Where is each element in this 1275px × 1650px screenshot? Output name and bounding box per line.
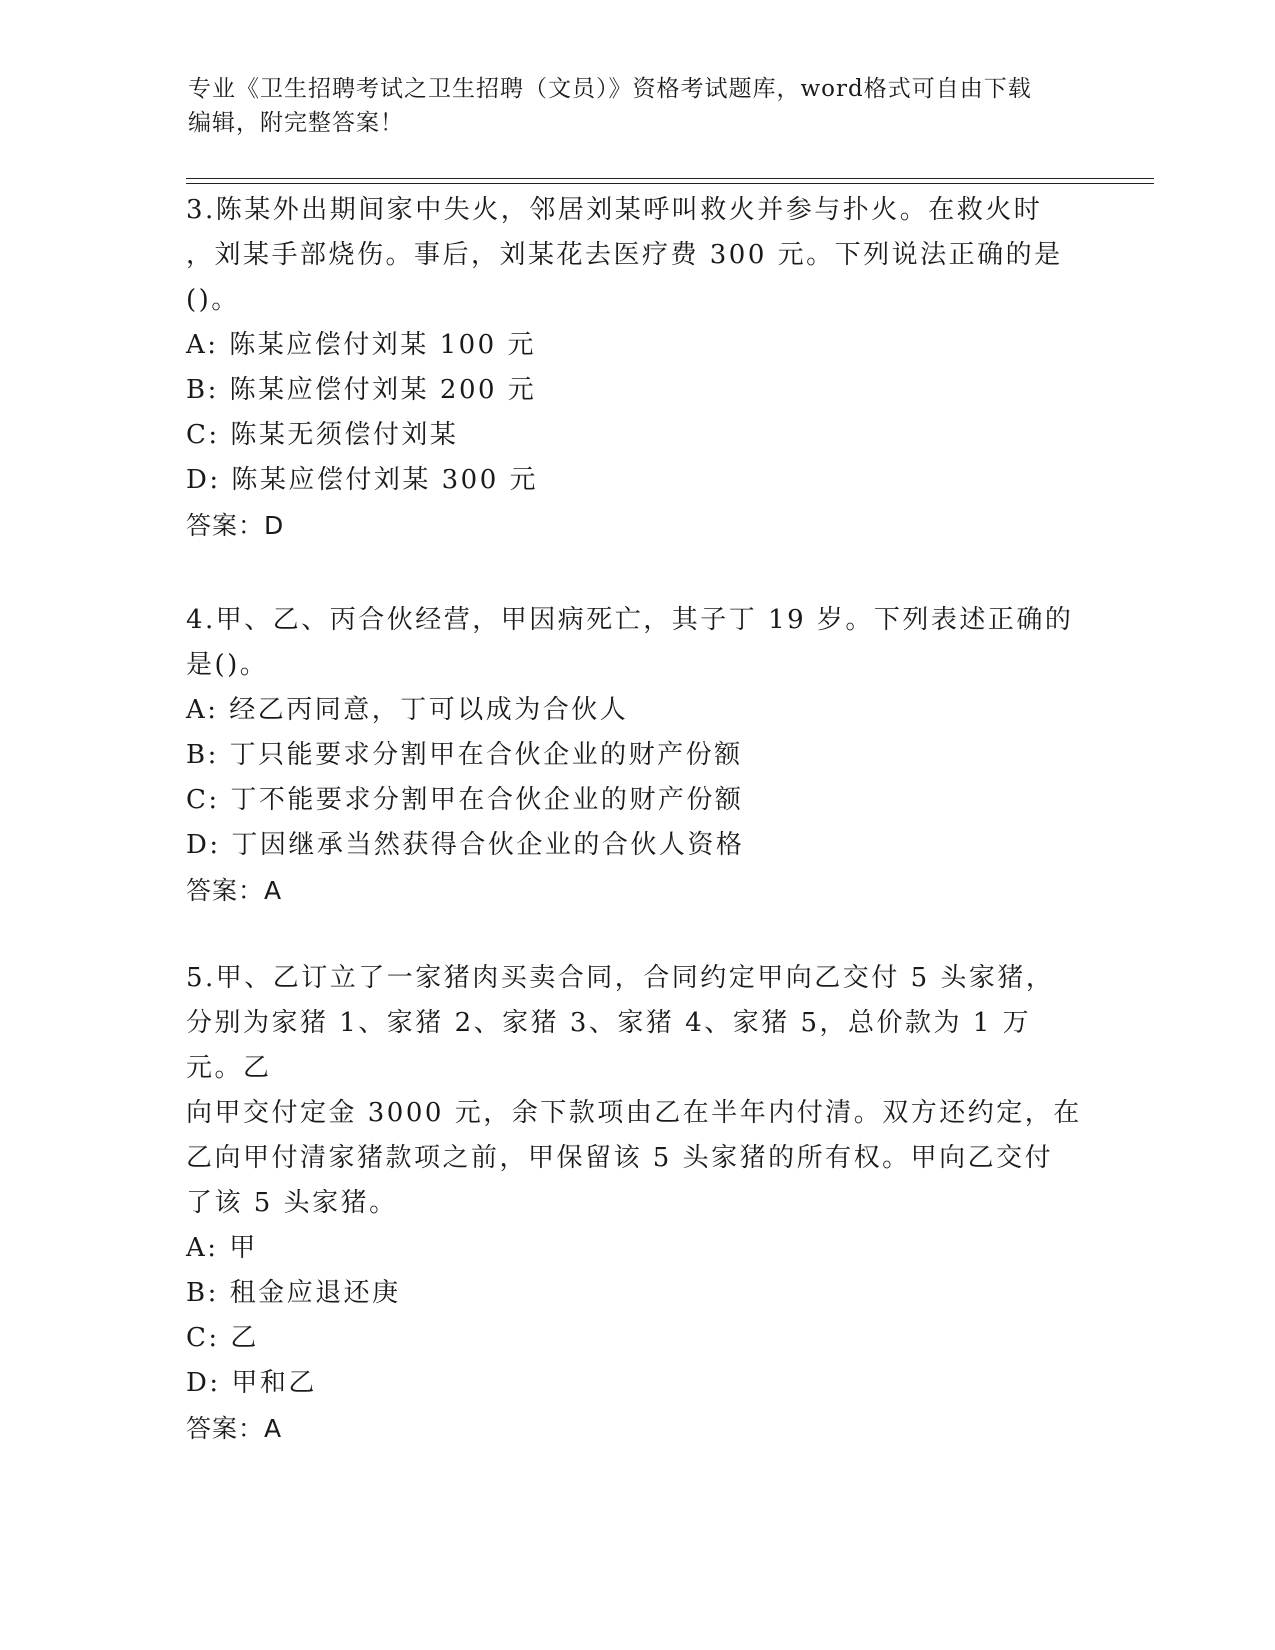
stem-line: 4.甲、乙、丙合伙经营，甲因病死亡，其子丁 19 岁。下列表述正确的 (186, 605, 1074, 635)
answer: 答案：A (186, 876, 283, 905)
question-stem (186, 956, 1086, 1226)
option-a: A: 陈某应偿付刘某 100 元 (186, 330, 536, 360)
stem-line: 5.甲、乙订立了一家猪肉买卖合同，合同约定甲向乙交付 5 头家猪， (186, 963, 1055, 993)
option-b: B: 丁只能要求分割甲在合伙企业的财产份额 (186, 740, 743, 770)
header-divider-top (186, 178, 1154, 179)
option-b: B: 租金应退还庚 (186, 1278, 401, 1308)
option-a: A: 甲 (186, 1233, 258, 1263)
option-c: C: 丁不能要求分割甲在合伙企业的财产份额 (186, 785, 744, 815)
header-line-1: 专业《卫生招聘考试之卫生招聘（文员）》资格考试题库，word格式可自由下载 (188, 76, 1032, 102)
question-4 (186, 598, 1086, 913)
stem-line: 乙向甲付清家猪款项之前，甲保留该 5 头家猪的所有权。甲向乙交付 (186, 1143, 1054, 1173)
header-divider-bottom (186, 183, 1154, 184)
document-header (188, 72, 1088, 140)
answer: 答案：D (186, 511, 285, 540)
stem-line: ()。 (186, 285, 240, 315)
question-3 (186, 188, 1086, 548)
question-stem (186, 598, 1086, 688)
stem-line: ，刘某手部烧伤。事后，刘某花去医疗费 300 元。下列说法正确的是 (186, 240, 1063, 270)
stem-line: 是()。 (186, 650, 269, 680)
option-a: A: 经乙丙同意，丁可以成为合伙人 (186, 695, 629, 725)
stem-line: 了该 5 头家猪。 (186, 1188, 398, 1218)
stem-line: 3.陈某外出期间家中失火，邻居刘某呼叫救火并参与扑火。在救火时 (186, 195, 1043, 225)
option-d: D: 丁因继承当然获得合伙企业的合伙人资格 (186, 830, 745, 860)
option-c: C: 乙 (186, 1323, 259, 1353)
option-b: B: 陈某应偿付刘某 200 元 (186, 375, 537, 405)
question-stem (186, 188, 1086, 323)
stem-line: 分别为家猪 1、家猪 2、家猪 3、家猪 4、家猪 5，总价款为 1 万元。乙 (186, 1008, 1032, 1083)
option-d: D: 陈某应偿付刘某 300 元 (186, 465, 539, 495)
question-5 (186, 956, 1086, 1451)
answer: 答案：A (186, 1414, 283, 1443)
stem-line: 向甲交付定金 3000 元，余下款项由乙在半年内付清。双方还约定，在 (186, 1098, 1082, 1128)
option-d: D: 甲和乙 (186, 1368, 317, 1398)
option-c: C: 陈某无须偿付刘某 (186, 420, 459, 450)
header-line-2: 编辑，附完整答案！ (188, 110, 404, 136)
